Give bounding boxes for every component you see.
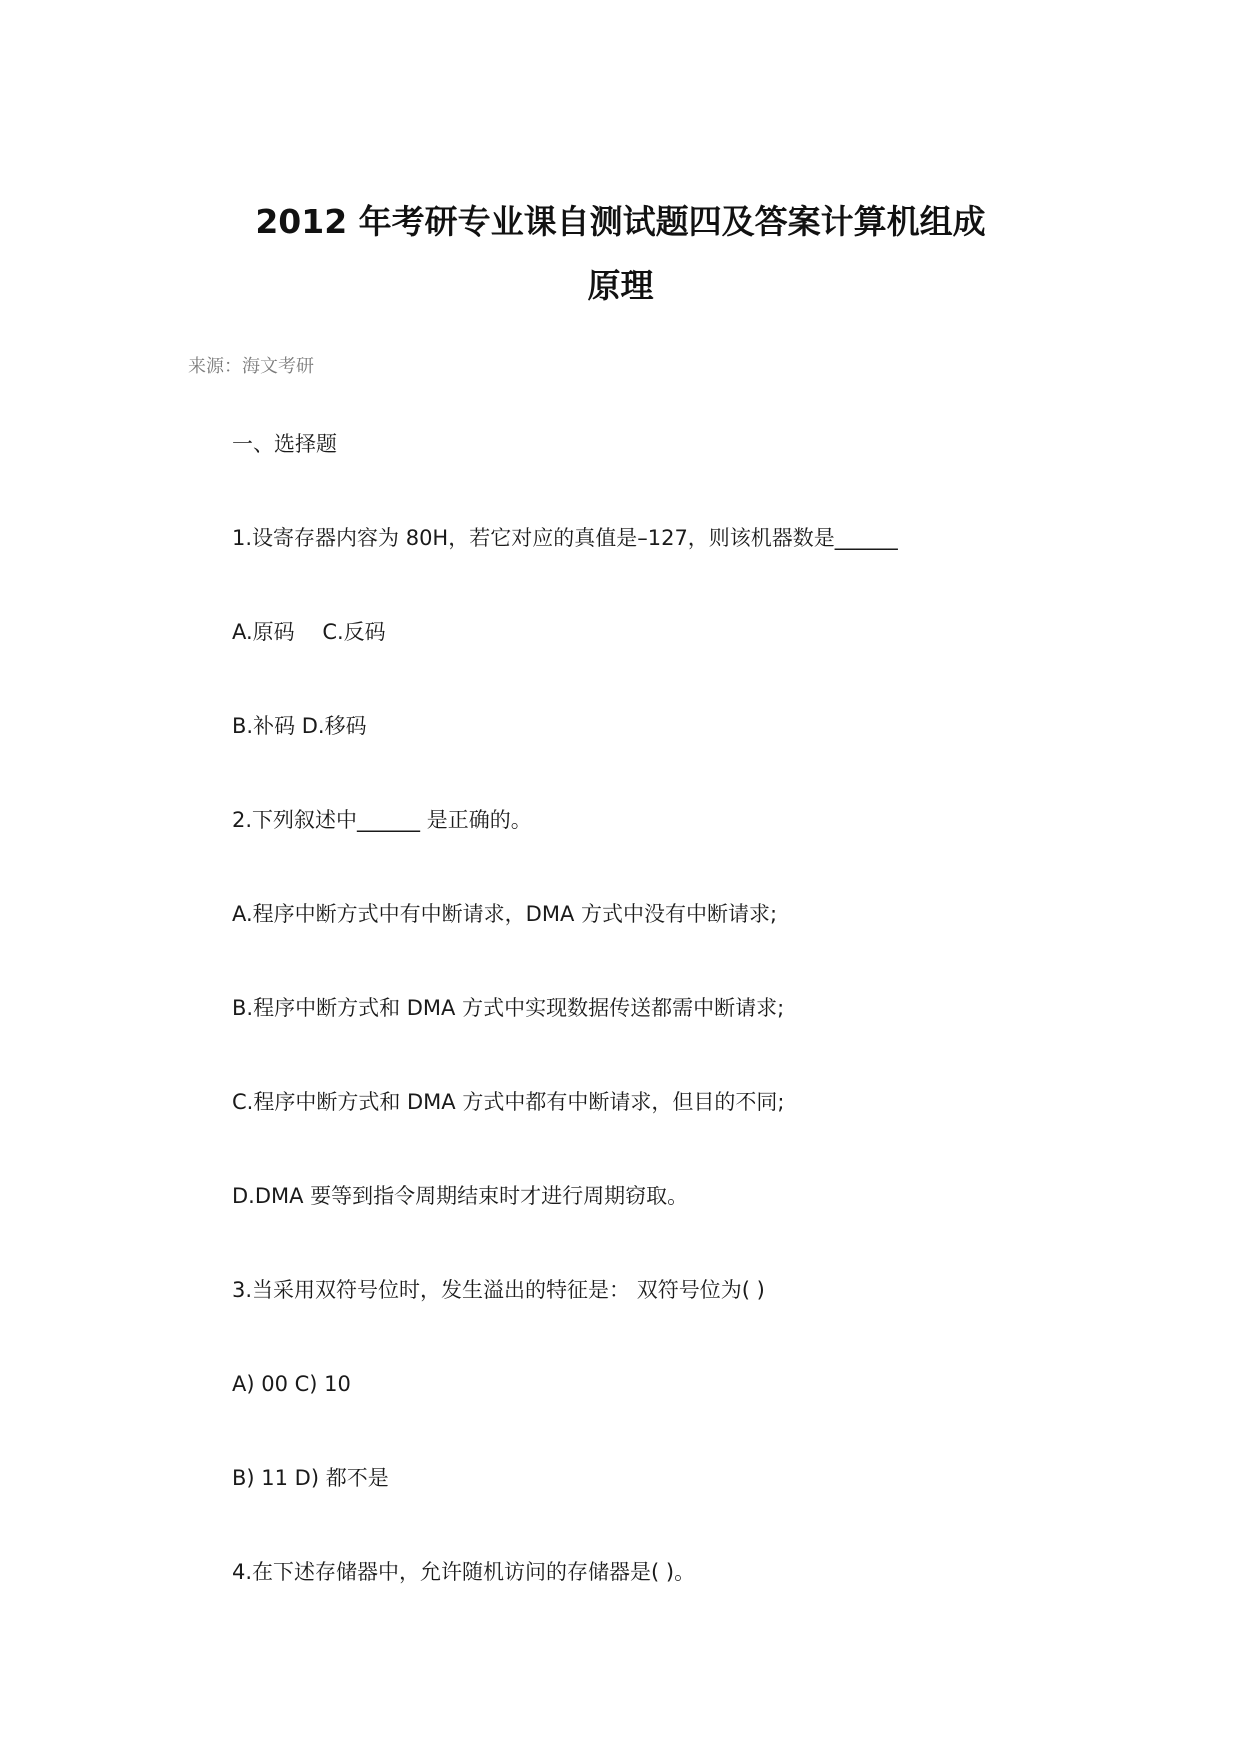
section-heading: 一、选择题	[232, 432, 337, 456]
document-title	[150, 190, 1091, 318]
source-line: 来源：海文考研	[188, 356, 314, 377]
question-2: 2.下列叙述中______ 是正确的。	[232, 808, 532, 832]
question-2-option-a: A.程序中断方式中有中断请求，DMA 方式中没有中断请求;	[232, 902, 778, 926]
question-1: 1.设寄存器内容为 80H，若它对应的真值是–127，则该机器数是______	[232, 526, 898, 550]
question-1-options-b-d: B.补码 D.移码	[232, 714, 367, 738]
title-line-2: 原理	[587, 266, 654, 305]
question-3-options-a-c: A) 00 C) 10	[232, 1372, 351, 1396]
title-line-1: 2012 年考研专业课自测试题四及答案计算机组成	[255, 202, 986, 241]
question-3: 3.当采用双符号位时，发生溢出的特征是： 双符号位为( )	[232, 1278, 765, 1302]
question-2-option-b: B.程序中断方式和 DMA 方式中实现数据传送都需中断请求;	[232, 996, 785, 1020]
question-1-options-a-c: A.原码 C.反码	[232, 620, 386, 644]
question-4: 4.在下述存储器中，允许随机访问的存储器是( )。	[232, 1560, 696, 1584]
question-3-options-b-d: B) 11 D) 都不是	[232, 1466, 389, 1490]
question-2-option-c: C.程序中断方式和 DMA 方式中都有中断请求，但目的不同;	[232, 1090, 785, 1114]
question-2-option-d: D.DMA 要等到指令周期结束时才进行周期窃取。	[232, 1184, 689, 1208]
